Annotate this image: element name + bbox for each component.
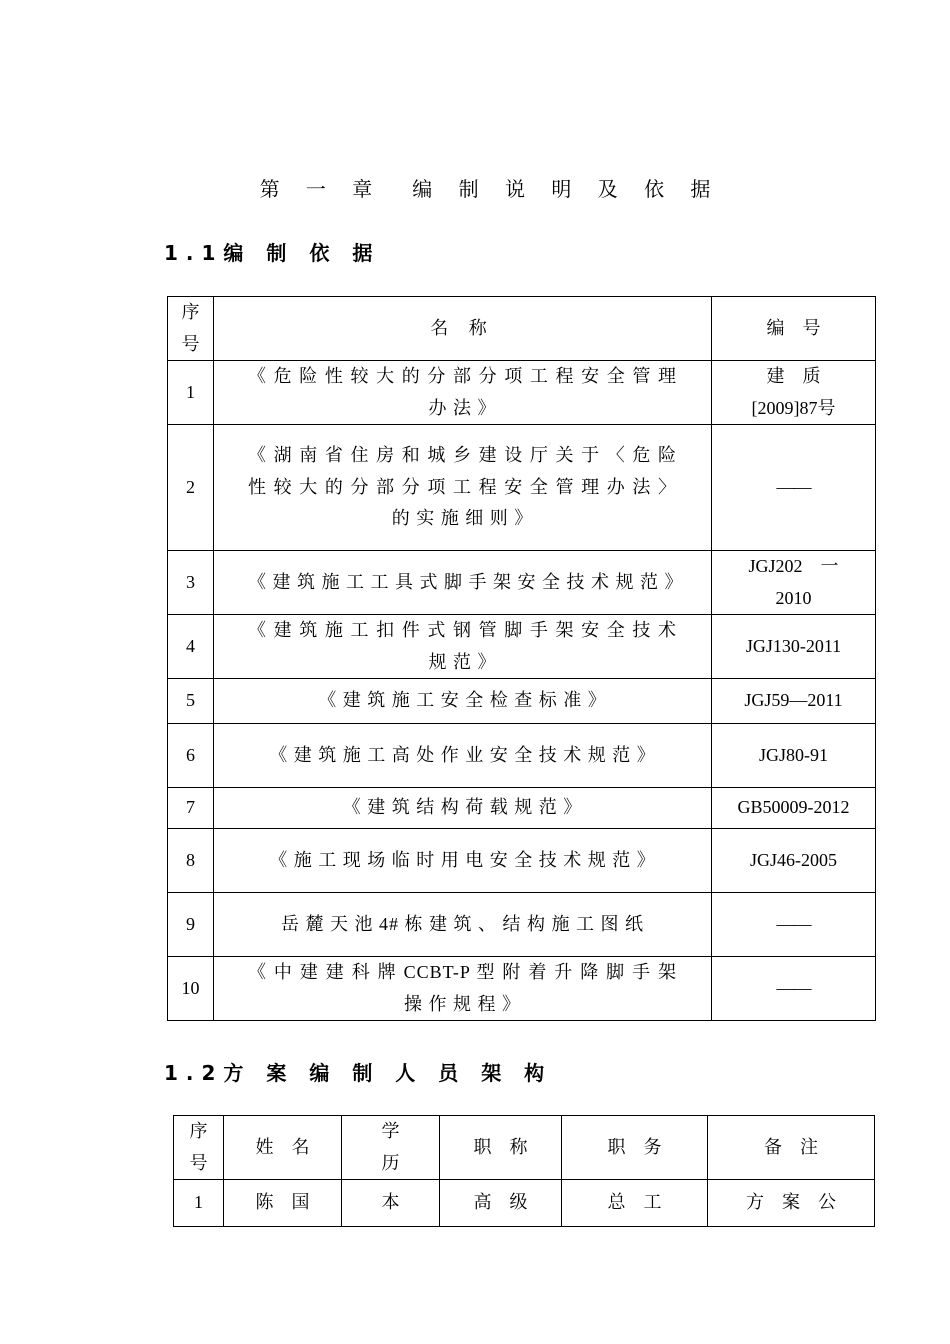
row-code: 建 质 [2009]87号 [712,361,876,425]
row-no: 7 [168,788,214,829]
row-name: 《 建 筑 施 工 高 处 作 业 安 全 技 术 规 范 》 [214,724,712,788]
header-title: 职 称 [440,1116,562,1180]
table-row [168,893,876,957]
row-post: 总 工 [562,1180,708,1227]
row-code: JGJ202 一 2010 [712,551,876,615]
table-row [168,615,876,679]
section-title-basis: 1.1编 制 依 据 [164,241,381,265]
table-header-row [174,1116,875,1180]
header-remark: 备 注 [708,1116,875,1180]
row-no: 3 [168,551,214,615]
table-row [168,425,876,551]
table-header-row [168,297,876,361]
row-name: 《 湖 南 省 住 房 和 城 乡 建 设 厅 关 于 〈 危 险 性 较 大 的 分 部 分 项 工 程 安 全 管 理 办 法 〉 的 实 施 细 则 》 [214,425,712,551]
row-name: 《 危 险 性 较 大 的 分 部 分 项 工 程 安 全 管 理 办 法 》 [214,361,712,425]
row-no: 1 [174,1180,224,1227]
table-row [174,1180,875,1227]
row-name: 岳 麓 天 池 4# 栋 建 筑 、 结 构 施 工 图 纸 [214,893,712,957]
row-code: JGJ80-91 [712,724,876,788]
header-post: 职 务 [562,1116,708,1180]
row-education: 本 [342,1180,440,1227]
section-title-staff: 1.2方 案 编 制 人 员 架 构 [164,1061,553,1085]
row-name: 《 建 筑 施 工 扣 件 式 钢 管 脚 手 架 安 全 技 术 规 范 》 [214,615,712,679]
row-name: 《 建 筑 施 工 工 具 式 脚 手 架 安 全 技 术 规 范 》 [214,551,712,615]
row-code: —— [712,425,876,551]
table-row [168,788,876,829]
row-name: 《 施 工 现 场 临 时 用 电 安 全 技 术 规 范 》 [214,829,712,893]
row-code: JGJ46-2005 [712,829,876,893]
header-no: 序号 [174,1116,224,1180]
row-remark: 方 案 公 [708,1180,875,1227]
table-row [168,957,876,1021]
basis-table [167,296,876,1021]
row-name: 《 建 筑 结 构 荷 载 规 范 》 [214,788,712,829]
row-no: 10 [168,957,214,1021]
row-no: 9 [168,893,214,957]
table-row [168,361,876,425]
row-name: 《 建 筑 施 工 安 全 检 查 标 准 》 [214,679,712,724]
chapter-title: 第 一 章 编 制 说 明 及 依 据 [259,177,721,201]
row-code: JGJ130-2011 [712,615,876,679]
row-title: 高 级 [440,1180,562,1227]
header-no: 序号 [168,297,214,361]
header-name: 名 称 [214,297,712,361]
staff-table [173,1115,875,1227]
table-row [168,724,876,788]
header-name: 姓 名 [224,1116,342,1180]
table-row [168,829,876,893]
row-no: 4 [168,615,214,679]
row-code: —— [712,893,876,957]
header-education: 学历 [342,1116,440,1180]
row-name: 《 中 建 建 科 牌 CCBT-P 型 附 着 升 降 脚 手 架 操 作 规 程 》 [214,957,712,1021]
row-code: JGJ59—2011 [712,679,876,724]
row-code: GB50009-2012 [712,788,876,829]
table-row [168,679,876,724]
row-no: 2 [168,425,214,551]
row-no: 1 [168,361,214,425]
table-row [168,551,876,615]
row-no: 6 [168,724,214,788]
row-no: 8 [168,829,214,893]
row-code: —— [712,957,876,1021]
row-name: 陈 国 [224,1180,342,1227]
row-no: 5 [168,679,214,724]
header-code: 编 号 [712,297,876,361]
